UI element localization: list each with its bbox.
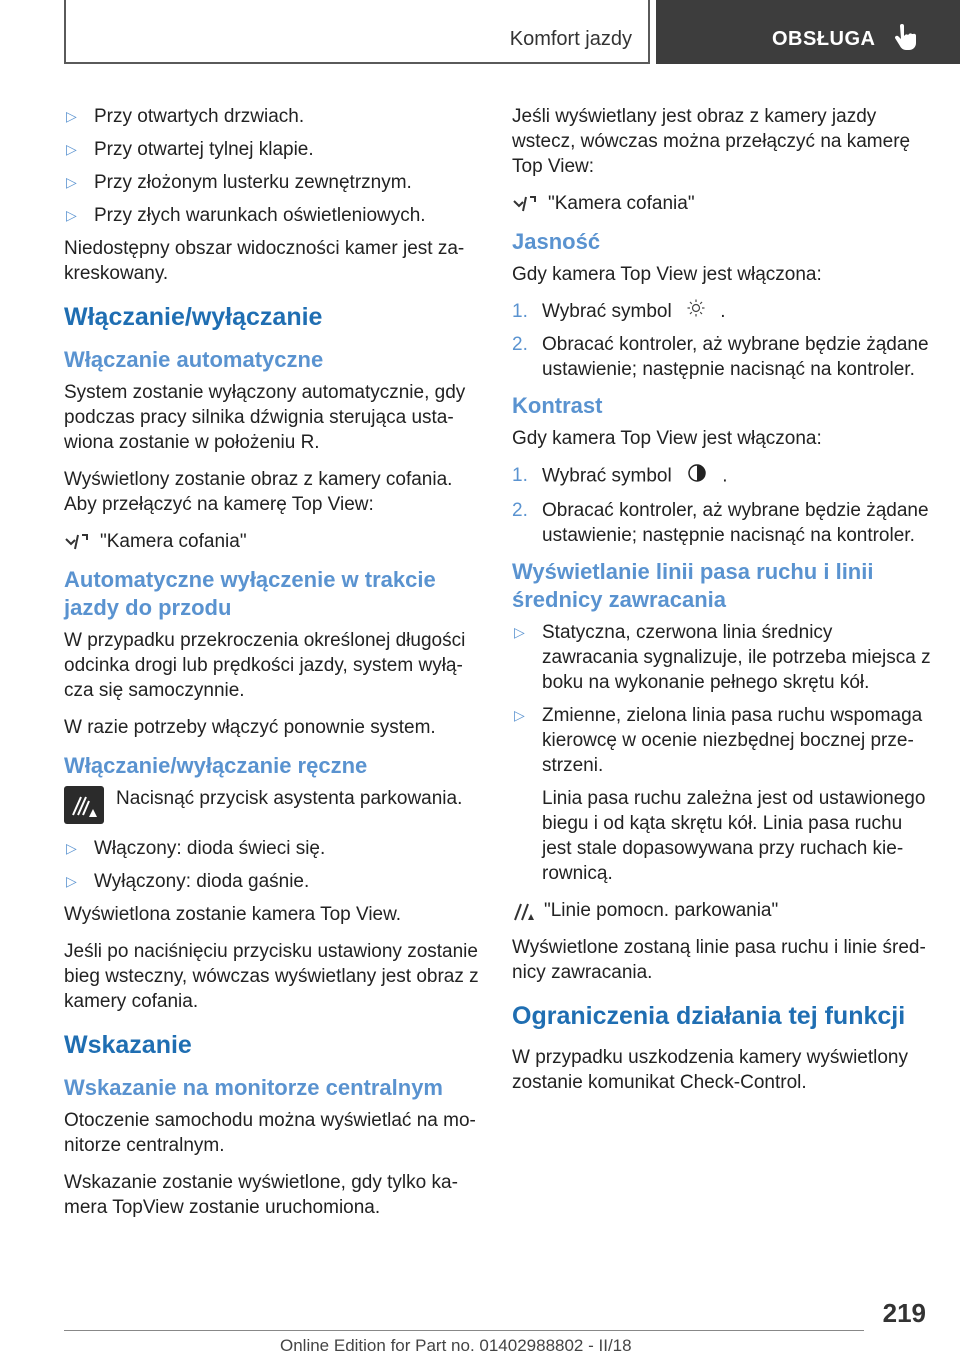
right-column: [512, 104, 932, 1107]
list-item: ▷ Statyczna, czerwona linia średnicy zawracania sygnalizuje, ile potrzeba miejsca z boku na wykonanie pełnego skrętu kół.: [514, 622, 931, 694]
list-item: ▷ Przy otwartej tylnej klapie.: [66, 139, 314, 160]
bullet-list: [64, 104, 482, 228]
triangle-bullet-icon: ▷: [66, 840, 77, 856]
paragraph: Wyświetlone zostaną linie pasa ruchu i linie średnicy zawracania.: [512, 937, 926, 984]
triangle-bullet-icon: ▷: [66, 141, 77, 157]
paragraph: W razie potrzeby włączyć ponownie system.: [64, 717, 436, 738]
paragraph: System zostanie wyłączony automatycznie, gdy podczas pracy silnika dźwignia sterująca ustawiona zostanie w położeniu R.: [64, 382, 466, 453]
list-item: ▷ Przy złych warunkach oświetleniowych.: [66, 205, 426, 226]
list-item: 2. Obracać kontroler, aż wybrane będzie żądane ustawienie; następnie nacisnąć na kontroler.: [512, 500, 929, 547]
menu-path: "Linie pomocn. parkowania": [512, 898, 932, 923]
list-item: 2. Obracać kontroler, aż wybrane będzie żądane ustawienie; następnie nacisnąć na kontroler.: [512, 334, 929, 381]
list-item: 1. Wybrać symbol .: [512, 463, 932, 490]
heading-display: Wskazanie: [64, 1031, 192, 1059]
footer-edition: Online Edition for Part no. 01402988802 - II/18: [280, 1336, 632, 1355]
paragraph: W przypadku przekroczenia określonej długości odcinka drogi lub prędkości jazdy, system wyłącza się samoczynnie.: [64, 630, 466, 701]
heading-brightness: Jasność: [512, 229, 601, 254]
list-item: 1. Wybrać symbol .: [512, 299, 932, 324]
park-button-row: [64, 786, 482, 824]
list-item: ▷ Przy otwartych drzwiach.: [66, 106, 305, 127]
paragraph: Gdy kamera Top View jest włączona:: [512, 428, 822, 450]
triangle-bullet-icon: ▷: [66, 108, 77, 124]
step-list: [512, 299, 932, 382]
bullet-list: [64, 836, 482, 894]
camera-icon: [64, 531, 90, 553]
contrast-icon: [687, 463, 707, 490]
triangle-bullet-icon: ▷: [66, 174, 77, 190]
triangle-bullet-icon: ▷: [66, 207, 77, 223]
paragraph: W przypadku uszkodzenia kamery wyświetlony zostanie komunikat Check-Control.: [512, 1047, 908, 1094]
step-list: [512, 463, 932, 548]
paragraph: Jeśli wyświetlany jest obraz z kamery jazdy wstecz, wówczas można przełączyć na kamerę Top View:: [512, 106, 911, 177]
list-item: ▷ Wyłączony: dioda gaśnie.: [66, 871, 310, 892]
paragraph: Wyświetlony zostanie obraz z kamery cofania. Aby przełączyć na kamerę Top View:: [64, 469, 453, 515]
left-column: [64, 104, 482, 1232]
paragraph: Otoczenie samochodu można wyświetlać na monitorze centralnym.: [64, 1110, 476, 1156]
triangle-bullet-icon: ▷: [514, 624, 525, 641]
list-item: ▷ Zmienne, zielona linia pasa ruchu wspomaga kierowcę w ocenie niezbędnej bocznej przestrzeni.: [514, 705, 923, 777]
list-item: ▷ Przy złożonym lusterku zewnętrznym.: [66, 172, 412, 193]
heading-lines: Wyświetlanie linii pasa ruchu i linii średnicy zawracania: [512, 559, 874, 613]
heading-limits: Ograniczenia działania tej funkcji: [512, 1002, 906, 1031]
heading-auto-on: Włączanie automatyczne: [64, 347, 324, 372]
list-item: ▷ Włączony: dioda świeci się.: [66, 838, 326, 859]
chapter-tab-label: OBSŁUGA: [772, 28, 876, 50]
heading-auto-off: Automatyczne wyłączenie w trakcie jazdy do przodu: [64, 567, 436, 620]
paragraph: Linia pasa ruchu zależna jest od ustawionego biegu i od kąta skrętu kół. Linia pasa ruchu jest stale dopasowywana przy ruchach kierownicą.: [542, 788, 926, 885]
menu-path: "Kamera cofania": [512, 191, 932, 216]
page-number: 219: [882, 1298, 926, 1328]
footer-divider: [64, 1330, 864, 1331]
camera-icon: [512, 193, 538, 215]
chapter-tab: [656, 0, 960, 64]
paragraph: Wskazanie zostanie wyświetlone, gdy tylko kamera TopView zostanie uruchomiona.: [64, 1172, 458, 1218]
paragraph: Jeśli po naciśnięciu przycisku ustawiony zostanie bieg wsteczny, wówczas wyświetlany jest obraz z kamery cofania.: [64, 941, 479, 1012]
triangle-bullet-icon: ▷: [66, 873, 77, 889]
heading-contrast: Kontrast: [512, 393, 603, 419]
header-frame: [64, 0, 650, 64]
paragraph: Wyświetlona zostanie kamera Top View.: [64, 904, 402, 925]
bullet-list: [512, 620, 932, 778]
paragraph: Gdy kamera Top View jest włączona:: [512, 264, 822, 285]
park-assist-button-icon: [64, 786, 104, 824]
paragraph: Niedostępny obszar widoczności kamer jest zakreskowany.: [64, 238, 465, 284]
heading-manual: Włączanie/wyłączanie ręczne: [64, 753, 368, 778]
lane-lines-icon: [512, 900, 534, 922]
section-title: Komfort jazdy: [509, 28, 632, 50]
paragraph: Nacisnąć przycisk asystenta parkowania.: [116, 788, 463, 809]
triangle-bullet-icon: ▷: [514, 707, 525, 724]
heading-display-monitor: Wskazanie na monitorze centralnym: [64, 1075, 443, 1100]
hand-pointer-icon: [894, 24, 916, 57]
heading-on-off: Włączanie/wyłączanie: [64, 303, 323, 331]
menu-path: "Kamera cofania": [64, 529, 482, 554]
sun-icon: [687, 299, 705, 324]
